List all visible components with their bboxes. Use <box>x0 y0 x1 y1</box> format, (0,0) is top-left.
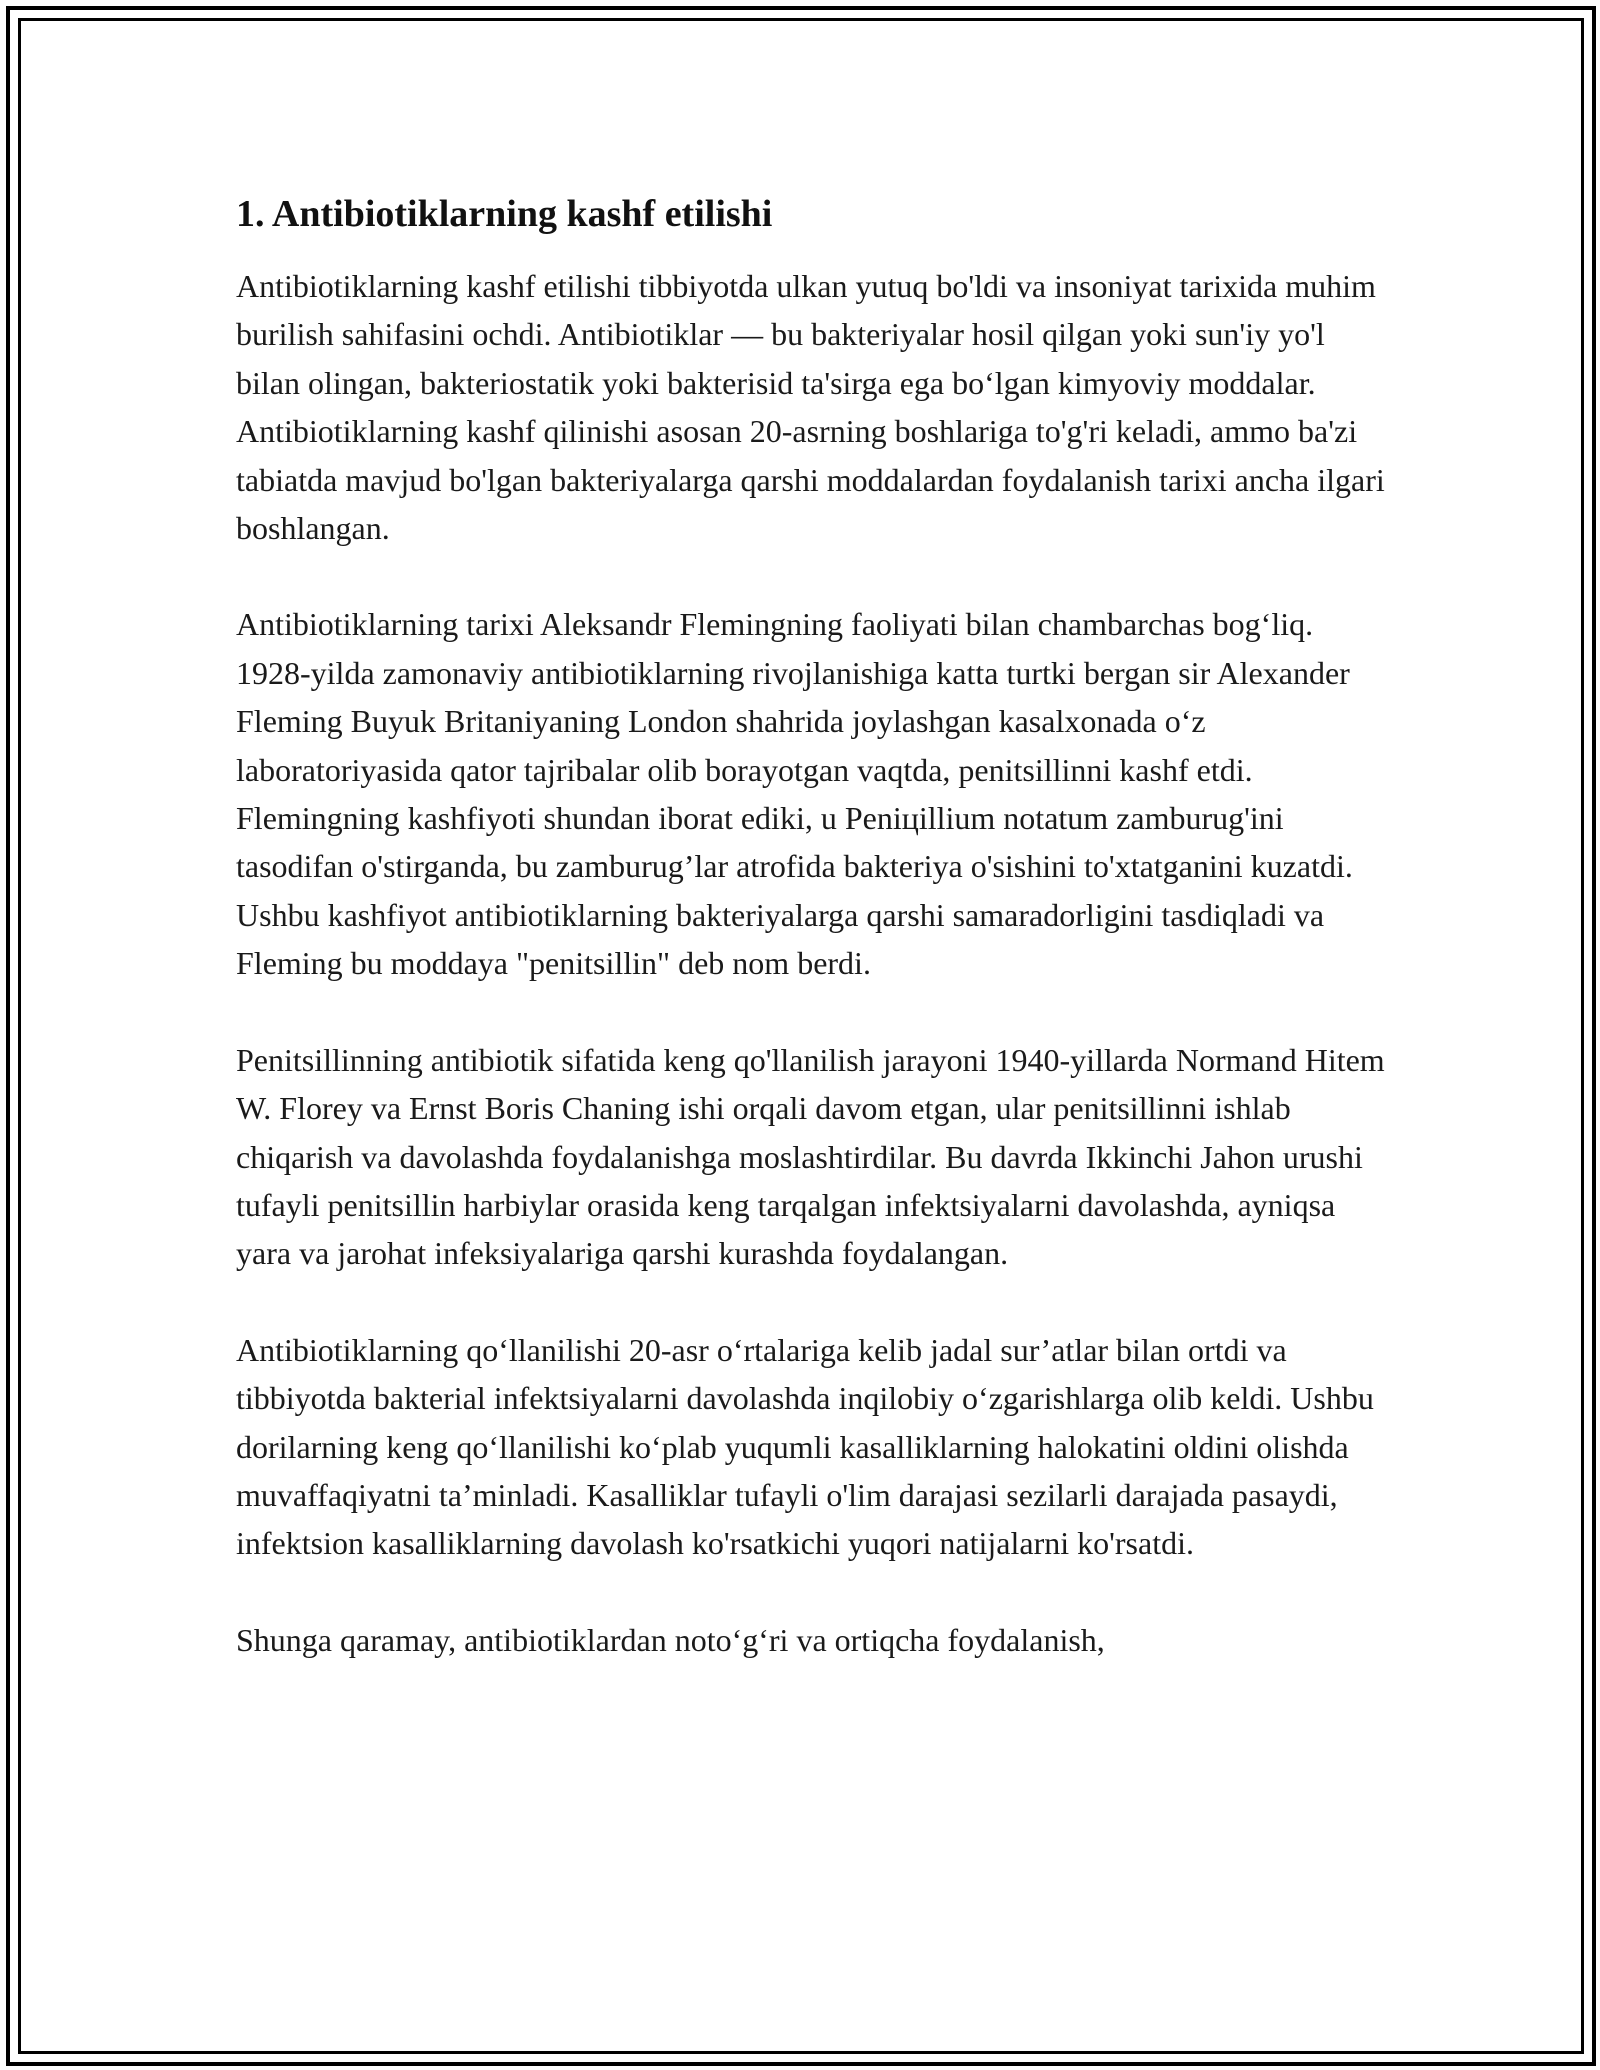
paragraph-fleming: Antibiotiklarning tarixi Aleksandr Flemingning faoliyati bilan chambarchas bog‘liq. 1928-yilda zamonaviy antibiotiklarning rivojlanishiga katta turtki bergan sir Alexander Fleming Buyuk Britaniyaning London shahrida joylashgan kasalxonada o‘z laboratoriyasida qator tajribalar olib borayotgan vaqtda, penitsillinni kashf etdi. Flemingning kashfiyoti shundan iborat ediki, u Peniцillium notatum zamburug'ini tasodifan o'stirganda, bu zamburug’lar atrofida bakteriya o'sishini to'xtatganini kuzatdi. Ushbu kashfiyot antibiotiklarning bakteriyalarga qarshi samaradorligini tasdiqladi va Fleming bu moddaya "penitsillin" deb nom berdi. <box>236 606 1353 982</box>
section-heading: 1. Antibiotiklarning kashf etilishi <box>236 193 773 235</box>
paragraph-misuse: Shunga qaramay, antibiotiklardan noto‘g‘ri va ortiqcha foydalanish, <box>236 1621 1105 1658</box>
paragraph-mid-century: Antibiotiklarning qo‘llanilishi 20-asr o‘rtalariga kelib jadal sur’atlar bilan ortdi va tibbiyotda bakterial infektsiyalarni davolashda inqilobiy o‘zgarishlarga olib keldi. Ushbu dorilarning keng qo‘llanilishi ko‘plab yuqumli kasalliklarning halokatini oldini olishda muvaffaqiyatni ta’minladi. Kasalliklar tufayli o'lim darajasi sezilarli darajada pasaydi, infektsion kasalliklarning davolash ko'rsatkichi yuqori natijalarni ko'rsatdi. <box>236 1331 1374 1562</box>
paragraph-intro: Antibiotiklarning kashf etilishi tibbiyotda ulkan yutuq bo'ldi va insoniyat tarixida muhim burilish sahifasini ochdi. Antibiotiklar — bu bakteriyalar hosil qilgan yoki sun'iy yo'l bilan olingan, bakteriostatik yoki bakterisid ta'sirga ega bo‘lgan kimyoviy moddalar. Antibiotiklarning kashf qilinishi asosan 20-asrning boshlariga to'g'ri keladi, ammo ba'zi tabiatda mavjud bo'lgan bakteriyalarga qarshi moddalardan foydalanish tarixi ancha ilgari boshlangan. <box>236 268 1385 547</box>
document-body <box>236 190 1386 1664</box>
paragraph-florey-chain: Penitsillinning antibiotik sifatida keng qo'llanilish jarayoni 1940-yillarda Normand Hitem W. Florey va Ernst Boris Chaning ishi orqali davom etgan, ular penitsillinni ishlab chiqarish va davolashda foydalanishga moslashtirdilar. Bu davrda Ikkinchi Jahon urushi tufayli penitsillin harbiylar orasida keng tarqalgan infektsiyalarni davolashda, ayniqsa yara va jarohat infeksiyalariga qarshi kurashda foydalangan. <box>236 1041 1385 1272</box>
